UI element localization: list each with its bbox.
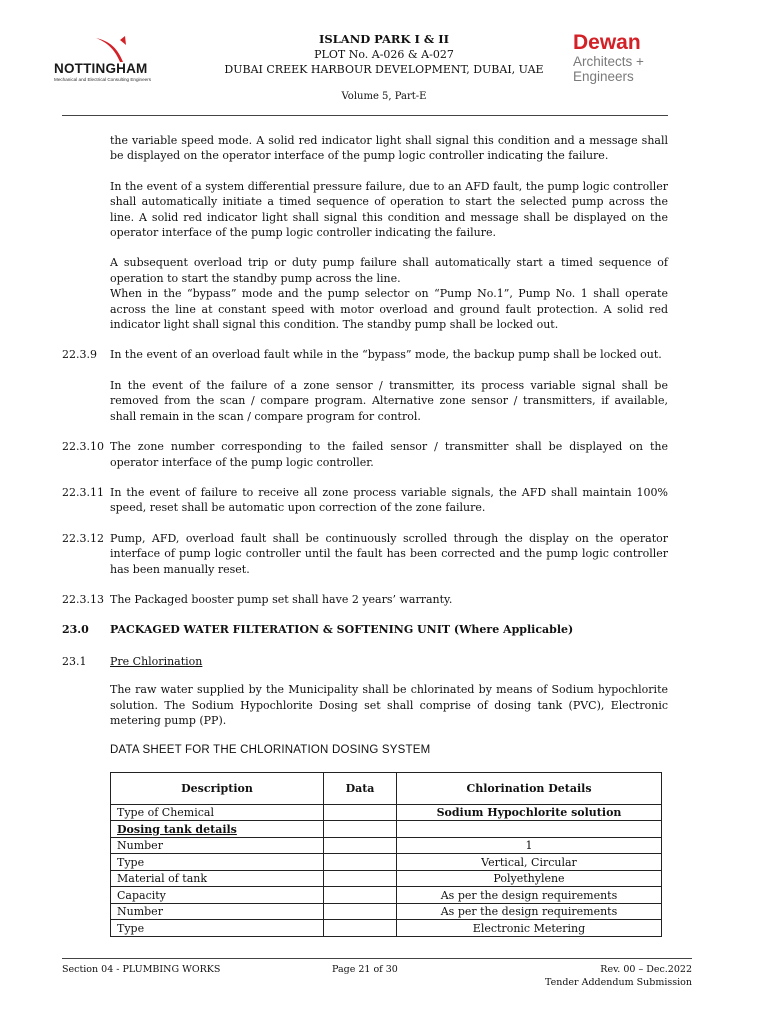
clause-text: Pump, AFD, overload fault shall be continuously scrolled through the display on the operator interface of pump logic controller until the fault has been corrected and the pump logic controller has been manually reset.	[110, 531, 668, 576]
dewan-logo	[573, 32, 713, 84]
table-cell-details: Vertical, Circular	[397, 854, 662, 871]
subsection-heading-23-1	[62, 654, 668, 669]
table-row	[111, 903, 662, 920]
nottingham-logo-subtitle: Mechanical and Electrical Consulting Engineers	[54, 77, 152, 82]
table-cell-details: 1	[397, 837, 662, 854]
table-cell-description: Number	[111, 903, 324, 920]
clause-number: 22.3.12	[62, 531, 104, 545]
table-cell-details: Electronic Metering	[397, 920, 662, 937]
subsection-title: Pre Chlorination	[110, 654, 203, 668]
clause-22-3-12	[62, 531, 668, 577]
nottingham-logo	[52, 36, 172, 86]
table-cell-description: Capacity	[111, 887, 324, 904]
volume-label: Volume 5, Part-E	[341, 91, 427, 102]
paragraph: When in the “bypass” mode and the pump selector on “Pump No.1”, Pump No. 1 shall operate across the line at constant speed with motor overload and ground fault protection. A solid red indicator light shall signal this condition. The standby pump shall be locked out.	[110, 287, 668, 332]
clause-text: The Packaged booster pump set shall have 2 years’ warranty.	[110, 592, 453, 606]
header-divider	[62, 115, 668, 116]
table-row	[111, 804, 662, 821]
table-cell-details: As per the design requirements	[397, 903, 662, 920]
section-number: 23.0	[62, 623, 89, 637]
clause-text: The zone number corresponding to the failed sensor / transmitter shall be displayed on the operator interface of the pump logic controller.	[110, 440, 668, 469]
table-cell-data	[324, 821, 397, 838]
nottingham-logo-name: NOTTINGHAM	[54, 61, 148, 76]
paragraph: In the event of a system differential pressure failure, due to an AFD fault, the pump logic controller shall automatically initiate a timed sequence of operation to start the selected pump across the line. A solid red indicator light shall signal this condition and message shall be displayed on the operator interface of the pump logic controller indicating the failure.	[110, 179, 668, 240]
plot-number: PLOT No. A-026 & A-027	[314, 48, 454, 61]
table-cell-data	[324, 903, 397, 920]
table-cell-description: Type	[111, 854, 324, 871]
paragraph: A subsequent overload trip or duty pump failure shall automatically start a timed sequence of operation to start the standby pump across the line.	[110, 256, 668, 285]
chlorination-data-table	[110, 772, 662, 937]
footer-revision: Rev. 00 – Dec.2022	[600, 964, 692, 975]
table-row	[111, 837, 662, 854]
column-header: Data	[324, 772, 397, 804]
table-cell-description: Type of Chemical	[111, 804, 324, 821]
project-title: ISLAND PARK I & II	[319, 32, 449, 46]
dewan-logo-line2: Engineers	[573, 69, 634, 84]
table-cell-details	[397, 821, 662, 838]
table-cell-data	[324, 804, 397, 821]
clause-number: 22.3.11	[62, 485, 104, 499]
table-cell-details: Polyethylene	[397, 870, 662, 887]
table-cell-data	[324, 837, 397, 854]
table-row	[111, 887, 662, 904]
paragraph: In the event of the failure of a zone sensor / transmitter, its process variable signal shall be removed from the scan / compare program. Alternative zone sensor / transmitters, if available, shall remain in the scan / compare program for control.	[110, 378, 668, 423]
section-title: PACKAGED WATER FILTERATION & SOFTENING UNIT (Where Applicable)	[110, 623, 574, 637]
section-heading-23	[62, 622, 668, 637]
subsection-number: 23.1	[62, 654, 87, 668]
table-cell-data	[324, 887, 397, 904]
footer-submission: Tender Addendum Submission	[545, 977, 692, 988]
table-cell-description: Material of tank	[111, 870, 324, 887]
clause-number: 22.3.10	[62, 440, 104, 454]
table-row	[111, 870, 662, 887]
table-cell-details: Sodium Hypochlorite solution	[397, 804, 662, 821]
paragraph: the variable speed mode. A solid red indicator light shall signal this condition and a message shall be displayed on the operator interface of the pump logic controller indicating the failure.	[110, 134, 668, 163]
clause-22-3-11	[62, 485, 668, 516]
table-cell-description: Dosing tank details	[111, 821, 324, 838]
footer-section: Section 04 - PLUMBING WORKS	[62, 964, 221, 975]
clause-number: 22.3.13	[62, 592, 104, 606]
footer-page-number: Page 21 of 30	[332, 964, 398, 975]
table-cell-description: Type	[111, 920, 324, 937]
header-project-info	[200, 32, 568, 104]
page-header	[50, 30, 718, 116]
clause-22-3-9	[62, 347, 668, 362]
table-cell-description: Number	[111, 837, 324, 854]
table-cell-data	[324, 870, 397, 887]
dewan-logo-name: Dewan	[573, 31, 641, 54]
clause-22-3-13	[62, 592, 668, 607]
table-cell-data	[324, 920, 397, 937]
dewan-logo-line1: Architects +	[573, 54, 644, 69]
nottingham-swoosh-icon	[92, 36, 138, 64]
table-cell-data	[324, 854, 397, 871]
table-row	[111, 821, 662, 838]
project-location: DUBAI CREEK HARBOUR DEVELOPMENT, DUBAI, UAE	[224, 63, 544, 76]
clause-22-3-10	[62, 439, 668, 470]
clause-text: In the event of an overload fault while in the “bypass” mode, the backup pump shall be locked out.	[110, 348, 662, 362]
table-row	[111, 920, 662, 937]
footer-divider	[62, 958, 692, 959]
table-cell-details: As per the design requirements	[397, 887, 662, 904]
clause-text: In the event of failure to receive all zone process variable signals, the AFD shall maintain 100% speed, reset shall be automatic upon correction of the zone failure.	[110, 485, 668, 515]
table-row	[111, 854, 662, 871]
document-body	[62, 133, 668, 937]
clause-number: 22.3.9	[62, 348, 97, 362]
column-header: Description	[111, 772, 324, 804]
column-header: Chlorination Details	[397, 772, 662, 804]
footer-revision-block	[545, 963, 692, 989]
paragraph: The raw water supplied by the Municipality shall be chlorinated by means of Sodium hypochlorite solution. The Sodium Hypochlorite Dosing set shall comprise of dosing tank (PVC), Electronic metering pump (PP).	[110, 683, 668, 727]
data-sheet-title: DATA SHEET FOR THE CHLORINATION DOSING SYSTEM	[110, 744, 431, 757]
table-header-row	[111, 772, 662, 804]
